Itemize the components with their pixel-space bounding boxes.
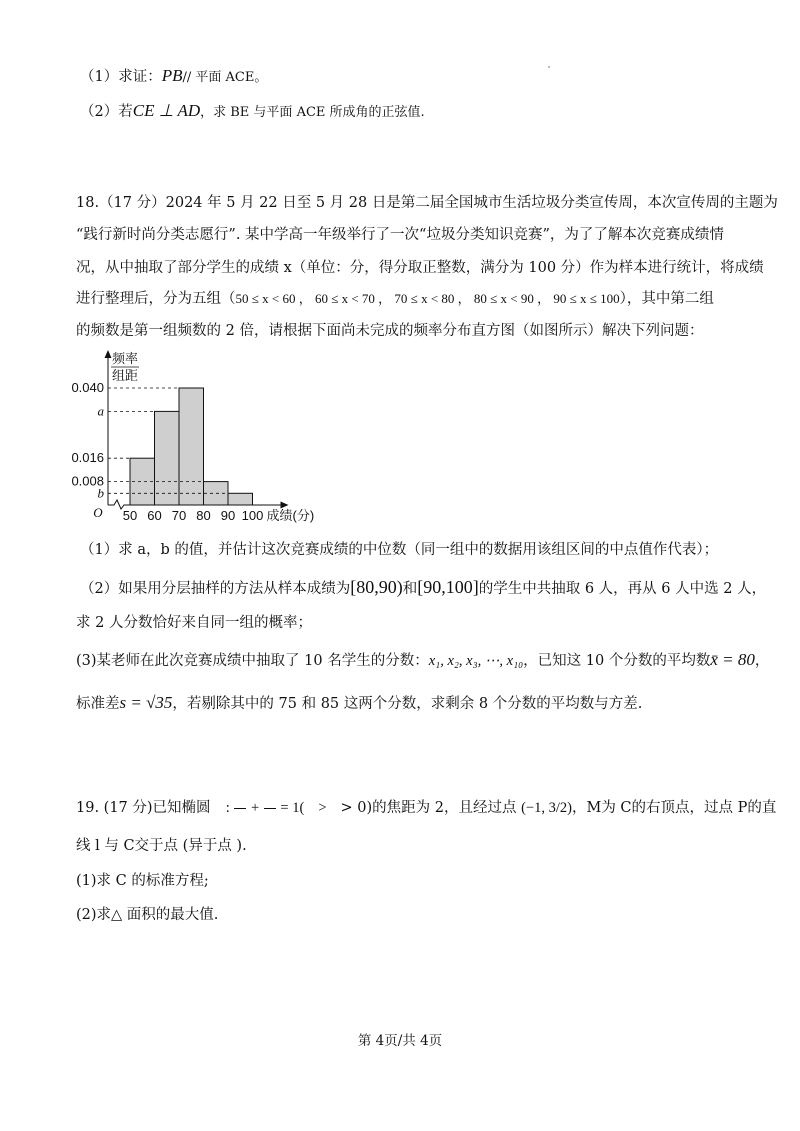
q18-mean: x̄ = 80	[710, 650, 755, 669]
x-tick-label-50: 50	[122, 508, 138, 523]
x-tick-label-60: 60	[147, 508, 162, 523]
q19-line2: 线 l 与 C交于点 (异于点 ).	[76, 838, 247, 854]
q17-part2-math: CE ⊥ AD	[132, 101, 201, 120]
page-footer: 第 4页/共 4页	[357, 1033, 443, 1049]
q19-line1-tail: ，M为 C的右顶点，过点 P的直	[571, 800, 777, 816]
q18-line4-lead: 进行整理后，分为五组（	[76, 291, 236, 307]
q17-part2	[80, 101, 425, 123]
x-tick-label-90: 90	[220, 508, 236, 523]
y-tick-label-4: b	[97, 485, 104, 501]
scan-speck	[548, 66, 550, 68]
q19-fraction-1	[234, 799, 246, 818]
q17-part1-label: （1）求证：	[80, 69, 162, 85]
q18-line1: 18.（17 分）2024 年 5 月 22 日至 5 月 28 日是第二届全国城市生活垃圾分类宣传周，本次宣传周的主题为	[76, 195, 778, 211]
q18-sub2-lead: （2）如果用分层抽样的方法从样本成绩为	[80, 581, 351, 597]
x-tick-label-100: 100	[241, 508, 264, 523]
q18-sub2	[80, 577, 766, 599]
q19-gt: >	[318, 800, 327, 816]
interval-90-100: [90,100]	[417, 577, 479, 597]
histogram-bar-70-80	[179, 388, 204, 505]
q18-sub3-lead: (3)某老师在此次竞赛成绩中抽取了 10 名学生的分数：	[76, 653, 429, 669]
q18-sub2-cont: 求 2 人分数恰好来自同一组的概率；	[76, 615, 312, 631]
q18-line4-tail: ），其中第二组	[619, 291, 714, 307]
q18-std-dev: s = √35	[119, 693, 173, 712]
q18-line5: 的频数是第一组频数的 2 倍，请根据下面尚未完成的频率分布直方图（如图所示）解决下列问题：	[76, 323, 704, 339]
frequency-histogram	[60, 348, 340, 528]
y-axis-arrow	[105, 350, 112, 358]
interval-80-90: [80,90)	[350, 577, 403, 597]
q19-condition: > 0)的焦距为 2，且经过点	[340, 800, 517, 816]
q18-line2: “践行新时尚分类志愿行”. 某中学高一年级举行了一次“垃圾分类知识竞赛”，为了了解本次竞赛成绩情	[76, 227, 724, 243]
q17-part1	[80, 66, 267, 88]
q18-sub3-comma: ，	[754, 653, 770, 669]
q18-sub1: （1）求 a，b 的值，并估计这次竞赛成绩的中位数（同一组中的数据用该组区间的中点值作代表）；	[80, 542, 719, 558]
q19-sub1: (1)求 C 的标准方程;	[76, 873, 209, 889]
q19-lead: 19. (17 分)已知椭圆	[76, 800, 211, 816]
q18-sub2-and: 和	[402, 581, 418, 597]
q18-sd-label: 标准差	[76, 696, 120, 712]
origin-label: O	[93, 505, 103, 520]
q19-point: (−1, 3/2)	[521, 800, 572, 816]
q17-part1-math: PB	[161, 66, 183, 85]
q17-part1-rest: // 平面 ACE。	[182, 70, 268, 85]
q18-line3: 况，从中抽取了部分学生的成绩 x（单位：分，得分取正整数，满分为 100 分）作为样本进行统计，将成绩	[76, 260, 764, 276]
x-tick-label-80: 80	[196, 508, 211, 523]
q18-sub3-cont	[76, 693, 642, 714]
q17-part2-rest: ，求 BE 与平面 ACE 所成角的正弦值.	[200, 105, 425, 120]
y-label-top: 频率	[112, 351, 139, 366]
q19-sub2: (2)求△ 面积的最大值.	[76, 907, 219, 923]
q19-fraction-2	[264, 799, 276, 818]
y-tick-label-0: 0.040	[71, 380, 104, 395]
histogram-bar-60-70	[155, 411, 180, 505]
y-tick-label-3: 0.008	[71, 473, 104, 489]
q18-score-groups: 50 ≤ x < 60 ， 60 ≤ x < 70 ， 70 ≤ x < 80 ， 80 ≤ x < 90 ， 90 ≤ x ≤ 100	[235, 291, 620, 306]
q18-sub2-tail: 的学生中共抽取 6 人，再从 6 人中选 2 人，	[478, 581, 767, 597]
y-tick-label-1: a	[97, 403, 104, 419]
y-label-bottom: 组距	[112, 368, 139, 383]
y-tick-label-2: 0.016	[71, 450, 104, 466]
q19-ellipse-colon: :	[225, 800, 230, 816]
q17-part2-label: （2）若	[80, 104, 133, 120]
q18-line4	[76, 289, 714, 309]
q19-equals: = 1(	[280, 800, 305, 816]
q19-line1: 19. (17 分)已知椭圆 : + = 1( > > 0)的焦距为 2，且经过点 (−1, 3/2)，M为 C的右顶点，过点 P的直	[76, 800, 777, 816]
x-axis-label: 成绩(分)	[266, 508, 315, 523]
histogram-bar-90-100	[228, 493, 253, 505]
q18-sub3-mid: ，已知这 10 个分数的平均数	[523, 653, 711, 669]
q18-sub3-tail: ，若剔除其中的 75 和 85 这两个分数，求剩余 8 个分数的平均数与方差.	[172, 696, 643, 712]
q18-sample-vars: x₁, x₂, x₃, ⋯, x₁₀	[428, 653, 524, 669]
x-tick-label-70: 70	[171, 508, 187, 523]
q18-sub3	[76, 650, 769, 671]
